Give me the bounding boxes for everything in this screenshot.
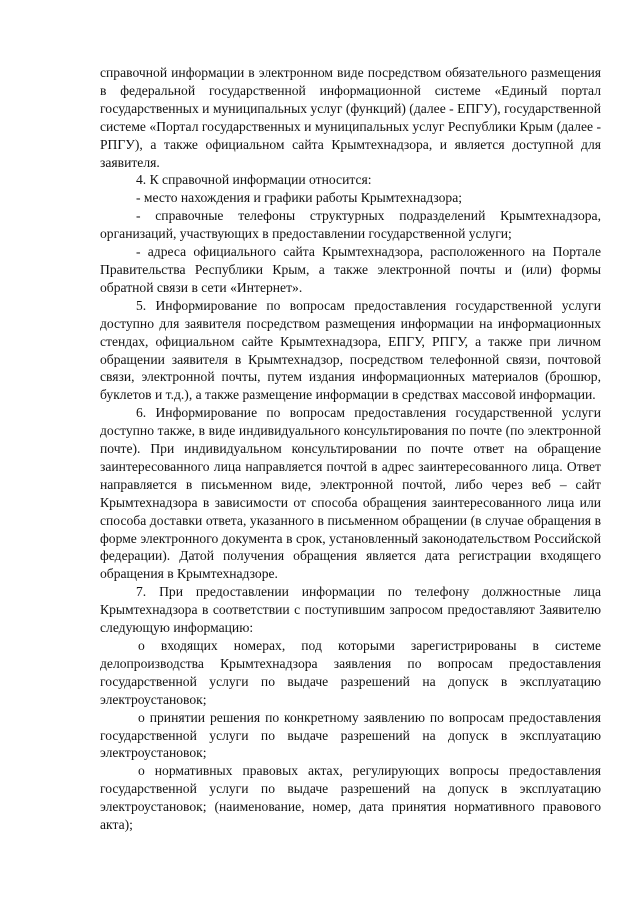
paragraph-5: 5. Информирование по вопросам предоставления государственной услуги доступно для заявителя посредством размещения информации на информационных стендах, официальном сайте Крымтехнадзора, ЕПГУ, РПГУ, а также при личном обращении заявителя в Крымтехнадзор, посредством телефонной связи, почтовой связи, электронной почты, путем издания информационных материалов (брошюр, буклетов и т.д.), а также размещение информации в средствах массовой информации. bbox=[100, 297, 601, 403]
paragraph-6: 6. Информирование по вопросам предоставления государственной услуги доступно также, в виде индивидуального консультирования по почте (по электронной почте). При индивидуальном консультировании по почте ответ на обращение заинтересованного лица направляется почтой в адрес заинтересованного лица. Ответ направляется в письменном виде, электронной почтой, либо через веб – сайт Крымтехнадзора в зависимости от способа обращения заинтересованного лица или способа доставки ответа, указанного в письменном обращении (в случае обращения в форме электронного документа в срок, установленный законодательством Российской федерации). Датой получения обращения является дата регистрации входящего обращения в Крымтехнадзоре. bbox=[100, 405, 601, 582]
list-item-decision: о принятии решения по конкретному заявлению по вопросам предоставления государственной услуги по выдаче разрешений на допуск в эксплуатацию электроустановок; bbox=[100, 709, 601, 761]
list-item-legal-acts: о нормативных правовых актах, регулирующих вопросы предоставления государственной услуги по выдаче разрешений на допуск в эксплуатацию электроустановок; (наименование, номер, дата принятия нормативного правового акта); bbox=[100, 763, 601, 833]
document-page bbox=[100, 64, 601, 834]
list-item-phones: - справочные телефоны структурных подразделений Крымтехнадзора, организаций, участвующих в предоставлении государственной услуги; bbox=[100, 208, 601, 242]
paragraph-intro-continuation: справочной информации в электронном виде посредством обязательного размещения в федеральной государственной информационной системе «Единый портал государственных и муниципальных услуг (функций) (далее - ЕПГУ), государственной системе «Портал государственных и муниципальных услуг Республики Крым (далее - РПГУ), а также официальном сайта Крымтехнадзора, и является доступной для заявителя. bbox=[100, 65, 601, 170]
list-item-incoming-numbers: о входящих номерах, под которыми зарегистрированы в системе делопроизводства Крымтехнадзора заявления по вопросам предоставления государственной услуги по выдаче разрешений на допуск в эксплуатацию электроустановок; bbox=[100, 638, 601, 707]
list-item-website: - адреса официального сайта Крымтехнадзора, расположенного на Портале Правительства Республики Крым, а также электронной почты и (или) формы обратной связи в сети «Интернет». bbox=[100, 244, 601, 295]
list-item-location: - место нахождения и графики работы Крымтехнадзора; bbox=[136, 190, 463, 206]
paragraph-4-heading: 4. К справочной информации относится: bbox=[136, 172, 372, 188]
paragraph-7: 7. При предоставлении информации по телефону должностные лица Крымтехнадзора в соответствии с поступившим запросом предоставляют Заявителю следующую информацию: bbox=[100, 584, 601, 636]
